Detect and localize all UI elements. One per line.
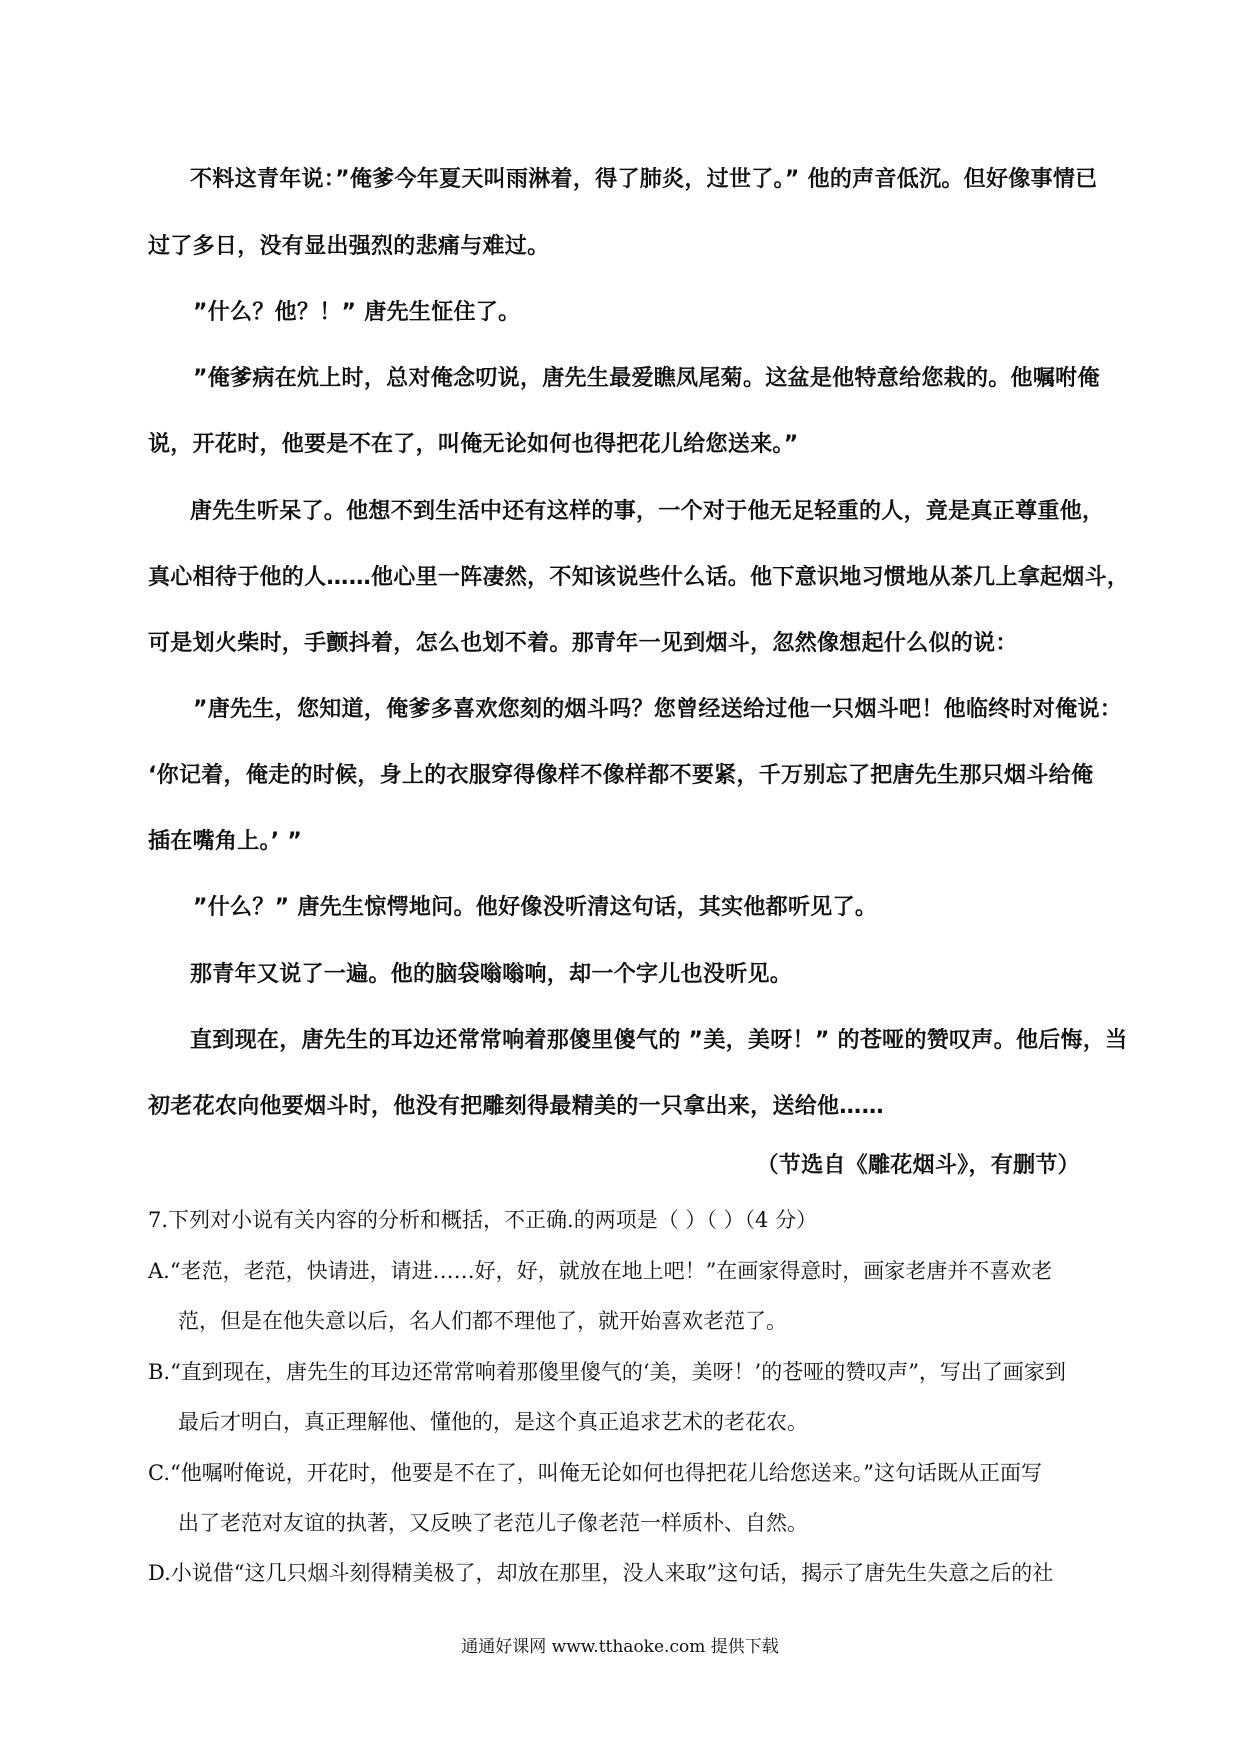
passage-line: 那青年又说了一遍。他的脑袋嗡嗡响，却一个字儿也没听见。 bbox=[190, 962, 793, 987]
download-footer: 通通好课网 www.tthaoke.com 提供下载 bbox=[461, 1637, 779, 1657]
passage-line: ”唐先生，您知道，俺爹多喜欢您刻的烟斗吗？您曾经送给过他一只烟斗吧！他临终时对俺说： bbox=[193, 697, 1123, 722]
passage-source: （节选自《雕花烟斗》，有删节） bbox=[756, 1153, 1080, 1178]
option-a: A.“老范，老范，快请进，请进……好，好，就放在地上吧！”在画家得意时，画家老唐并不喜欢老 bbox=[148, 1259, 1053, 1283]
passage-line: ‘你记着，俺走的时候，身上的衣服穿得像样不像样都不要紧，千万别忘了把唐先生那只烟斗给俺 bbox=[148, 763, 1094, 788]
question-stem: 7.下列对小说有关内容的分析和概括，不正确.的两项是（ ）（ ）（4 分） bbox=[148, 1208, 818, 1232]
passage-line: 真心相待于他的人……他心里一阵凄然，不知该说些什么话。他下意识地习惯地从茶几上拿起烟斗， bbox=[148, 565, 1130, 590]
passage-line: ”俺爹病在炕上时，总对俺念叨说，唐先生最爱瞧凤尾菊。这盆是他特意给您栽的。他嘱咐俺 bbox=[193, 366, 1100, 391]
passage-line: 不料这青年说：”俺爹今年夏天叫雨淋着，得了肺炎，过世了。” 他的声音低沉。但好像事情已 bbox=[190, 167, 1098, 192]
passage-line: 直到现在，唐先生的耳边还常常响着那傻里傻气的 ”美，美呀！” 的苍哑的赞叹声。他后悔，当 bbox=[190, 1028, 1128, 1053]
option-b: B.“直到现在，唐先生的耳边还常常响着那傻里傻气的‘美，美呀！’的苍哑的赞叹声”，写出了画家到 bbox=[148, 1360, 1066, 1384]
option-d: D.小说借“这几只烟斗刻得精美极了，却放在那里，没人来取”这句话，揭示了唐先生失意之后的社 bbox=[148, 1561, 1054, 1585]
passage-line: 说，开花时，他要是不在了，叫俺无论如何也得把花儿给您送来。” bbox=[148, 432, 799, 457]
option-a-continued: 范，但是在他失意以后，名人们都不理他了，就开始喜欢老范了。 bbox=[178, 1309, 787, 1333]
passage-line: ”什么？他？！” 唐先生怔住了。 bbox=[193, 300, 521, 325]
passage-line: ”什么？” 唐先生惊愕地问。他好像没听清这句话，其实他都听见了。 bbox=[193, 895, 878, 920]
passage-line: 初老花农向他要烟斗时，他没有把雕刻得最精美的一只拿出来，送给他…… bbox=[148, 1094, 884, 1119]
passage-line: 插在嘴角上。’ ” bbox=[148, 829, 303, 854]
passage-line: 唐先生听呆了。他想不到生活中还有这样的事，一个对于他无足轻重的人，竟是真正尊重他， bbox=[190, 499, 1105, 524]
option-c-continued: 出了老范对友谊的执著，又反映了老范儿子像老范一样质朴、自然。 bbox=[178, 1511, 808, 1535]
passage-line: 可是划火柴时，手颤抖着，怎么也划不着。那青年一见到烟斗，忽然像想起什么似的说： bbox=[148, 631, 1018, 656]
option-b-continued: 最后才明白，真正理解他、懂他的，是这个真正追求艺术的老花农。 bbox=[178, 1410, 808, 1434]
option-c: C.“他嘱咐俺说，开花时，他要是不在了，叫俺无论如何也得把花儿给您送来。”这句话既从正面写 bbox=[148, 1461, 1042, 1485]
passage-line: 过了多日，没有显出强烈的悲痛与难过。 bbox=[148, 234, 550, 259]
